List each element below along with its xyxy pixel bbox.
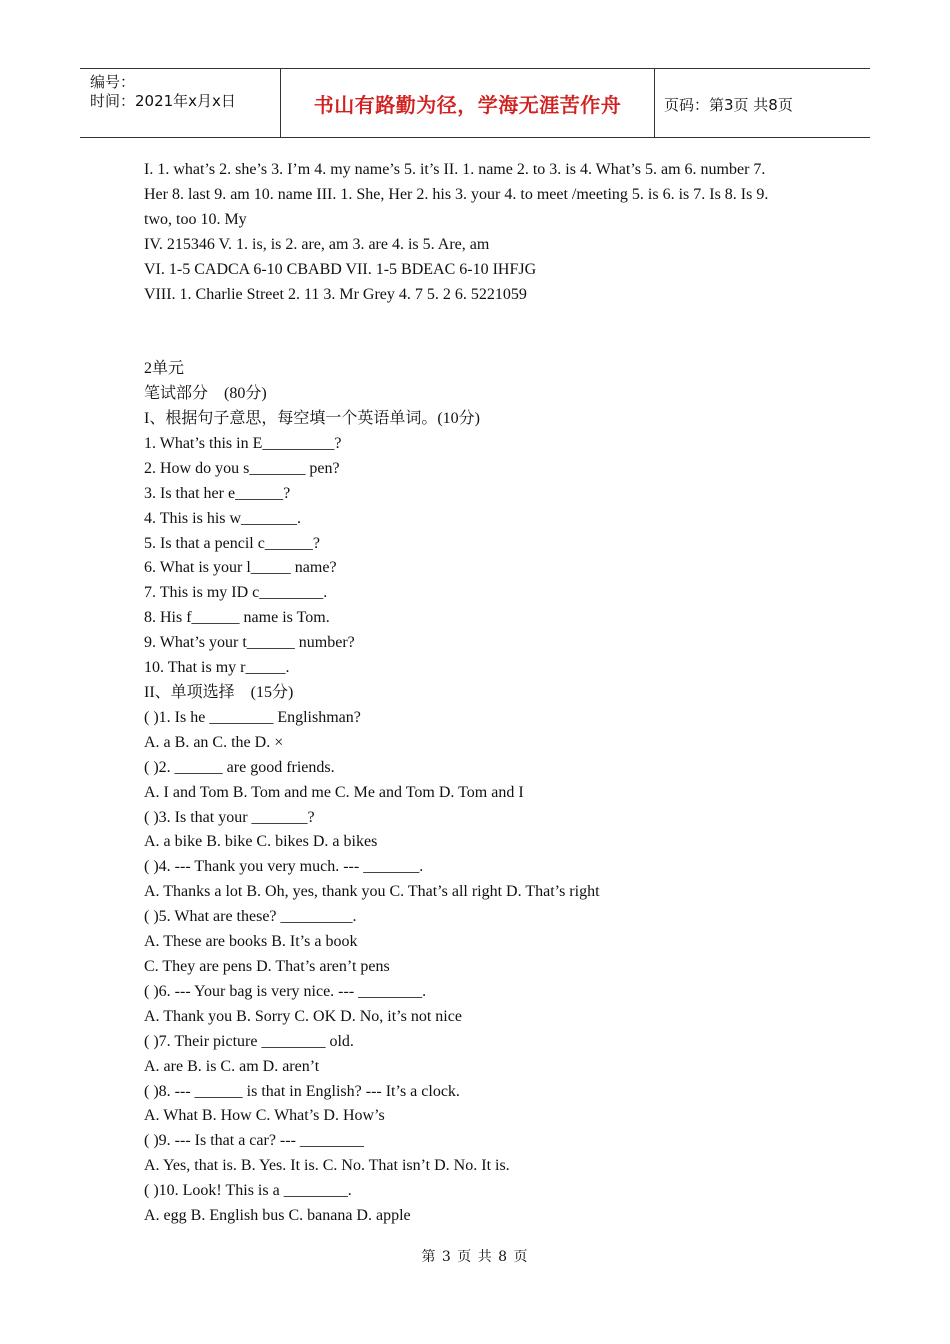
answer-options: A. egg B. English bus C. banana D. apple [144,1207,411,1225]
question-item: 4. This is his w_______. [144,509,302,527]
spacer [144,307,824,357]
section-title: 笔试部分 (80分) [144,385,267,403]
question-item: 2. How do you s_______ pen? [144,459,340,477]
answer-options: A. a bike B. bike C. bikes D. a bikes [144,833,378,851]
question-item: 8. His f______ name is Tom. [144,609,330,627]
question-stem: ( )5. What are these? _________. [144,908,357,926]
part2-title: II、单项选择 (15分) [144,684,294,702]
answer-options: A. What B. How C. What’s D. How’s [144,1107,385,1125]
answer-options: A. These are books B. It’s a book [144,933,358,951]
question-stem: ( )10. Look! This is a ________. [144,1182,352,1200]
number-label: 编号： [90,73,136,91]
question-item: 9. What’s your t______ number? [144,634,355,652]
answer-options: A. a B. an C. the D. × [144,733,284,751]
question-stem: ( )2. ______ are good friends. [144,758,335,776]
question-item: 5. Is that a pencil c______? [144,534,320,552]
question-stem: ( )6. --- Your bag is very nice. --- ________. [144,982,427,1000]
question-stem: ( )1. Is he ________ Englishman? [144,708,361,726]
question-item: 10. That is my r_____. [144,659,290,677]
header-meta-cell [80,69,281,137]
answer-line: VI. 1-5 CADCA 6-10 CBABD VII. 1-5 BDEAC 6-10 IHFJG [144,260,537,278]
part2-multiple-choice [144,681,824,1229]
question-stem: ( )3. Is that your _______? [144,808,315,826]
answer-options: A. are B. is C. am D. aren’t [144,1057,320,1075]
answer-line: IV. 215346 V. 1. is, is 2. are, am 3. are 4. is 5. Are, am [144,235,490,253]
answer-options: A. Thanks a lot B. Oh, yes, thank you C. That’s all right D. That’s right [144,883,600,901]
question-item: 3. Is that her e______? [144,484,291,502]
question-stem: ( )4. --- Thank you very much. --- _______. [144,858,424,876]
answer-options: A. Yes, that is. B. Yes. It is. C. No. That isn’t D. No. It is. [144,1157,510,1175]
answer-options: A. I and Tom B. Tom and me C. Me and Tom D. Tom and I [144,783,524,801]
page-footer: 第 3 页 共 8 页 [421,1249,529,1265]
page-header [80,68,870,138]
question-item: 1. What’s this in E_________? [144,434,342,452]
question-stem: ( )7. Their picture ________ old. [144,1032,354,1050]
part1-fill-in [144,407,824,681]
answer-options: C. They are pens D. That’s aren’t pens [144,957,390,975]
date-line: 时间：2021年x月x日 [90,92,236,110]
part1-title: I、根据句子意思，每空填一个英语单词。(10分) [144,410,480,428]
unit-title: 2单元 [144,360,185,378]
header-motto-cell [281,69,655,137]
answer-line: two, too 10. My [144,210,247,228]
header-page-cell [655,69,870,137]
answer-line: Her 8. last 9. am 10. name III. 1. She, Her 2. his 3. your 4. to meet /meeting 5. is 6. is 7. Is 8. Is 9. [144,185,769,203]
header-page-info: 页码：第3页 共8页 [664,96,793,114]
question-stem: ( )8. --- ______ is that in English? --- It’s a clock. [144,1082,460,1100]
answer-line: I. 1. what’s 2. she’s 3. I’m 4. my name’s 5. it’s II. 1. name 2. to 3. is 4. What’s 5. am 6. number 7. [144,161,766,178]
answer-line: VIII. 1. Charlie Street 2. 11 3. Mr Grey 4. 7 5. 2 6. 5221059 [144,285,527,303]
answer-key [144,158,824,307]
motto-text: 书山有路勤为径，学海无涯苦作舟 [313,93,622,117]
question-stem: ( )9. --- Is that a car? --- ________ [144,1132,364,1150]
answer-options: A. Thank you B. Sorry C. OK D. No, it’s not nice [144,1007,462,1025]
question-item: 6. What is your l_____ name? [144,559,337,577]
question-item: 7. This is my ID c________. [144,584,328,602]
document-body [144,158,824,1229]
